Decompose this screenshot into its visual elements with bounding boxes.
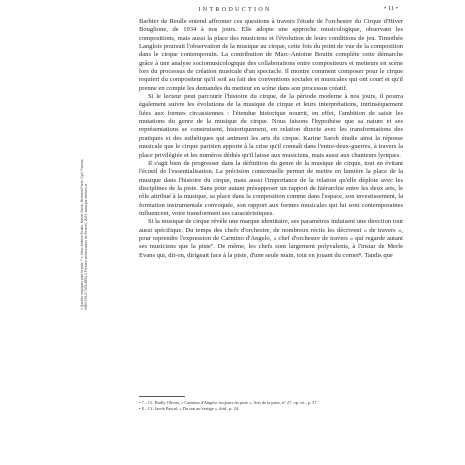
running-head: INTRODUCTION <box>198 6 272 13</box>
paragraph: Il s'agit bien de progresser dans la définition du genre de la musique de cirque, tout en évitant l'écueil de l'essentialisation. La précision contextuelle permet de mettre en lumière la place de la musique dans l'histoire du cirque, mais aussi l'importance de la relation qu'elle déploie avec les disciplines de la piste. Sans pour autant présupposer un rapport de hiérarchie entre les deux arts, le rôle attribué à la musique, sa place dans la composition comme dans l'espace, son investissement, la formation instrumentale convoquée, son rapport aux formes musicales qui lui sont contemporaines influencent, voire transforment ses caractéristiques. <box>139 159 403 217</box>
footnote-divider <box>139 396 185 397</box>
side-credit-line: « Quelles musiques pour la piste ? », Marc-Antoine Boutin, Karine Saroh, Bertrand Porot, Cyril Thomas <box>80 159 84 310</box>
side-credit-line: ISBN 978-2-7535-8850-3 Presses universitaires de Rennes, 2023, www.pur-editions.fr <box>84 184 89 310</box>
paragraph: Si la musique de cirque révèle une marque identitaire, ses paramètres induisent une direction tout aussi spécifique. Du temps des chefs d'orchestre, de nombreux récits les décrivent « de travers », pour reprendre l'expression de Carmino d'Angelo, « chef d'orchestre de travers » qui regarde autant ses musiciens que la piste⁷. De même, les chefs sont largement polyvalents, à l'instar de Merle Evans qui, dit-on, dirigeait face à la piste, d'une seule main, tout en jouant du cornet⁸. Tandis que <box>139 218 403 259</box>
footnote: • 8 – Cf. Jacob Pascal, « Du son au vertige », ibid., p. 24. <box>139 406 240 412</box>
page-number: • 11 • <box>384 5 399 12</box>
side-credit <box>80 140 89 310</box>
body-text <box>139 18 403 260</box>
paragraph: Si le lecteur peut parcourir l'histoire du cirque, de la période moderne à nos jours, il pourra également suivre les évolutions de la musique de cirque et leurs interprétations, intrinsèquement liées aux formes circassiennes : l'étendue historique nourrit, en effet, l'ambition de saisir les mutations du genre de la musique de cirque. Nous faisons l'hypothèse que sa nature et ses représentations se construisent, historiquement, en relation directe avec les transformations des pratiques et des esthétiques qui animent les arts du cirque. Karine Saroh étudie ainsi la réponse musicale que le cirque parisien apporte à la crise qu'il connaît dans l'entre-deux-guerres, à travers la place privilégiée et les numéros dédiés qu'il laisse aux musiciens, mais aussi aux chanteurs lyriques. <box>139 93 403 159</box>
footnotes <box>139 400 403 413</box>
paragraph: Barbier de Reulle entend affronter ces questions à travers l'étude de l'orchestre du Cirque d'Hiver Bouglione, de 1934 à nos jours. Elle adopte une approche musicologique, observant les compositions, mais aussi la place des musiciens et l'évolution de leurs conditions de jeu. Timothée Langlois poursuit l'observation de la musique au cirque, cette fois du point de vue de la composition dans le cirque contemporain. La contribution de Marc-Antoine Boutin complète cette démarche grâce à une analyse sociomusicologique des collaborations entre compositeurs et metteurs en scène lors du processus de création musicale d'un spectacle. Il montre comment composer pour le cirque requiert du compositeur qu'il soit au fait des conventions sociales et musicales qui ont court et qu'il prenne en compte les demandes du metteur en scène dans son processus créatif. <box>139 18 403 92</box>
footnote: • 7 – Cf. Bailly Olivier, « Carmino d'Angelo, toujours en piste », Arts de la piste, n° 27, op. cit., p. 37. <box>139 400 318 405</box>
